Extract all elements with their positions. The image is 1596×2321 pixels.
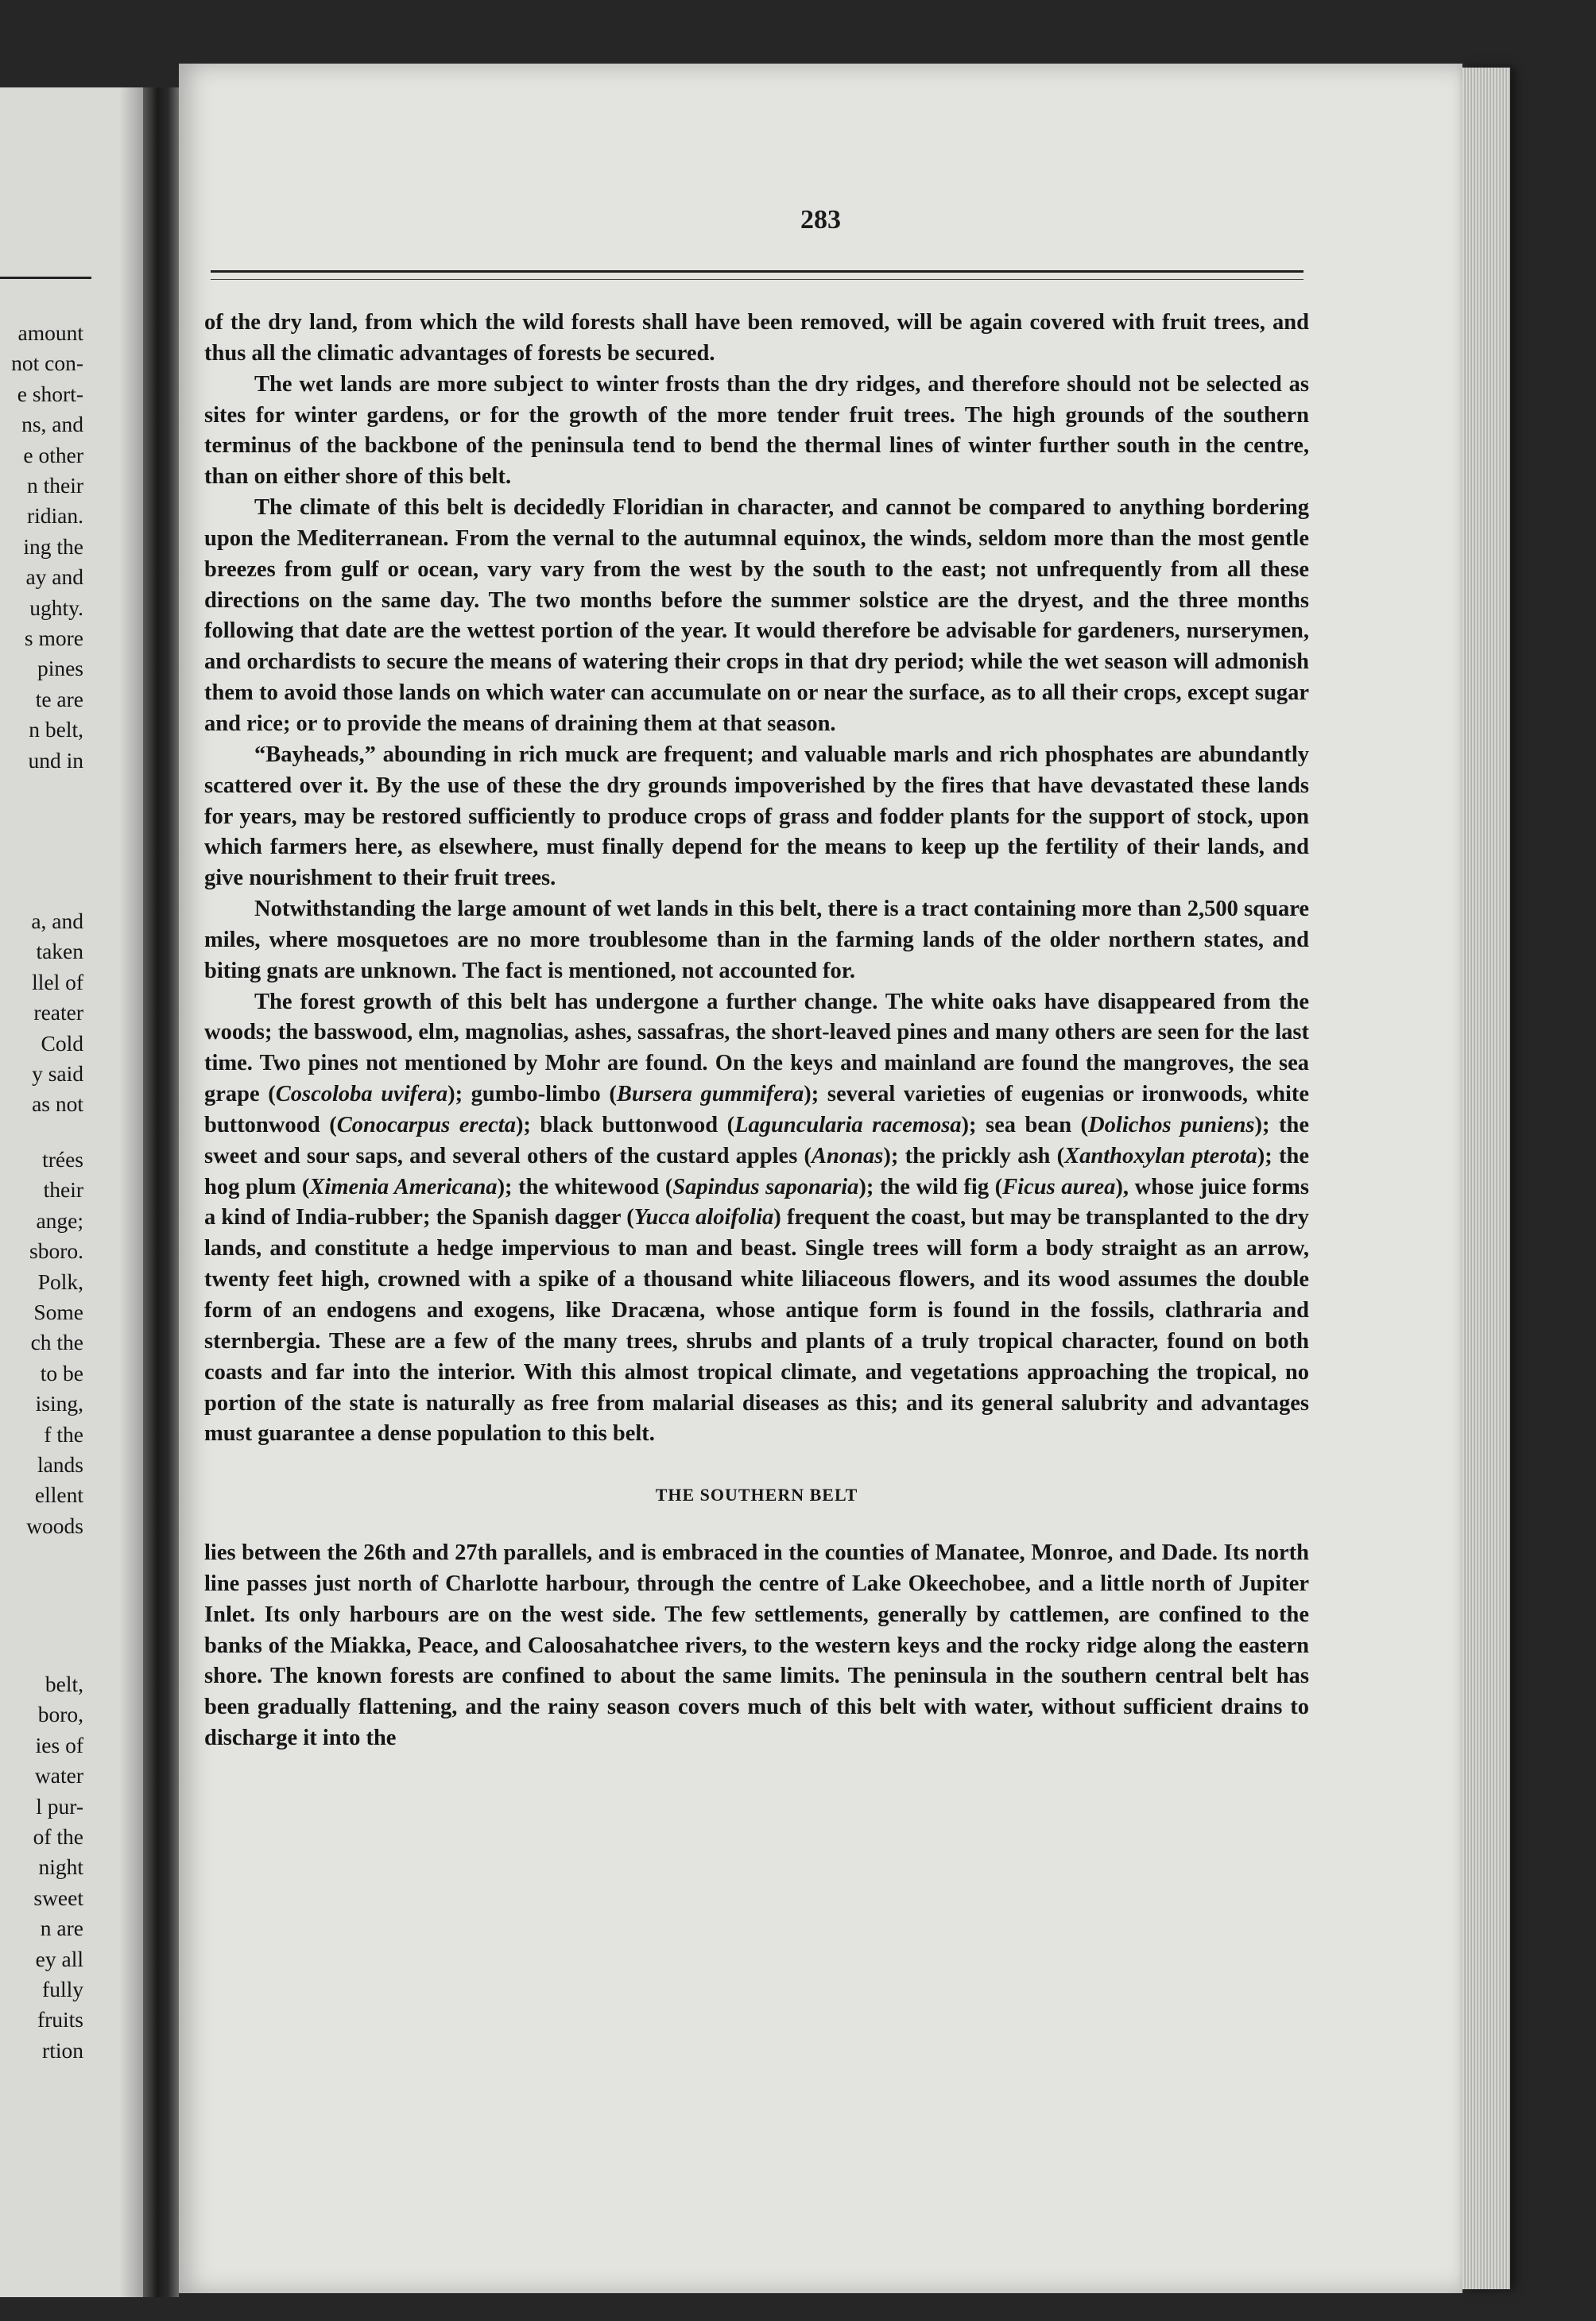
line: l pur- (36, 1793, 83, 1819)
line: llel of (32, 969, 83, 994)
line: ughty. (29, 595, 83, 620)
line: sboro. (29, 1238, 83, 1264)
page-number: 283 (800, 205, 841, 234)
book-gutter (143, 87, 179, 2297)
facing-page-text-block-2 (31, 906, 83, 1120)
species-name: Anonas (812, 1143, 884, 1168)
page-body (204, 308, 1309, 1754)
line: trées (42, 1147, 83, 1172)
line: their (43, 1177, 83, 1203)
line: as not (32, 1091, 83, 1117)
line: fully (42, 1977, 83, 2002)
line: taken (36, 939, 83, 964)
facing-page-text-block-1 (11, 318, 83, 776)
species-name: Dolichos puniens (1088, 1112, 1255, 1137)
text-run: ); the whitewood ( (497, 1174, 673, 1199)
line: Some (33, 1300, 83, 1325)
paragraph: Notwithstanding the large amount of wet lands in this belt, there is a tract containing more than 2,500 square miles, where mosquetoes are no more troublesome than in the farming lands of the older northern states, and biting gnats are unknown. The fact is mentioned, not accounted for. (204, 897, 1309, 983)
line: reater (33, 1000, 83, 1025)
line: Polk, (37, 1269, 83, 1294)
species-name: Ximenia Americana (309, 1174, 498, 1199)
line: fruits (37, 2007, 83, 2032)
text-run: ); several varieties of eugenias or ironwoods, white buttonwood ( (204, 1082, 1310, 1137)
line: ellent (34, 1482, 83, 1508)
facing-page-text-block-4 (33, 1669, 83, 2066)
section-heading: THE SOUTHERN BELT (655, 1485, 858, 1505)
line: e short- (17, 381, 83, 406)
line: to be (40, 1360, 83, 1385)
paragraph: lies between the 26th and 27th parallels, and is embraced in the counties of Manatee, Monroe, and Dade. Its north line passes just north of Charlotte harbour, through the centre of Lake Okeechobee, and a little north of Jupiter Inlet. Its only harbours are on the west side. The few settlements, generally by cattlemen, are confined to the banks of the Miakka, Peace, and Caloosahatchee rivers, to the western keys and the rocky ridge along the eastern shore. The known forests are confined to about the same limits. The peninsula in the southern central belt has been gradually flattening, and the rainy season covers much of this belt with water, without sufficient drains to discharge it into the (204, 1540, 1309, 1751)
line: boro, (37, 1702, 83, 1727)
text-run: ); sea bean ( (961, 1112, 1089, 1137)
gutter-shadow (119, 87, 143, 2297)
line: of the (33, 1824, 83, 1850)
text-run: ); the hog plum ( (204, 1143, 1310, 1199)
paragraph: The climate of this belt is decidedly Floridian in character, and cannot be compared to anything bordering upon the Mediterranean. From the vernal to the autumnal equinox, the winds, seldom more than the most gentle breezes from gulf or ocean, vary vary from the west by the south to the east; not unfrequently from all these directions on the same day. The two months before the summer solstice are the dryest, and the three months following that date are the wettest portion of the year. It would therefore be advisable for gardeners, nurserymen, and orchardists to secure the means of watering their crops in that dry period; while the wet season will admonish them to avoid those lands on which water can accumulate on or near the surface, as to all their crops, except sugar and rice; or to provide the means of draining them at that season. (204, 495, 1309, 736)
line: te are (35, 686, 83, 711)
header-rule (211, 270, 1304, 280)
species-name: Xanthoxylan pterota (1064, 1143, 1257, 1168)
paragraph: of the dry land, from which the wild forests shall have been removed, will be again covered with fruit trees, and thus all the climatic advantages of forests be secured. (204, 310, 1309, 366)
line: n are (40, 1916, 83, 1941)
line: ridian. (26, 503, 83, 529)
line: pines (37, 656, 83, 681)
line: Cold (41, 1030, 83, 1056)
species-name: Ficus aurea (1002, 1174, 1116, 1199)
line: und in (28, 747, 83, 773)
line: a, and (31, 909, 83, 933)
line: f the (44, 1421, 83, 1447)
paragraph: The wet lands are more subject to winter frosts than the dry ridges, and therefore should not be selected as sites for winter gardens, or for the growth of the more tender fruit trees. The high grounds of the southern terminus of the backbone of the peninsula tend to bend the thermal lines of winter further south in the centre, than on either shore of this belt. (204, 371, 1309, 490)
line: ns, and (21, 412, 83, 437)
text-run: ); the wild fig ( (858, 1174, 1003, 1199)
line: n their (26, 473, 83, 498)
species-name: Yucca aloifolia (633, 1205, 774, 1230)
book-page (179, 64, 1462, 2293)
page-edge-stack (1462, 68, 1510, 2289)
paragraph: “Bayheads,” abounding in rich muck are frequent; and valuable marls and rich phosphates are abundantly scattered over it. By the use of these the dry grounds impoverished by the fires that have devastated these lands for years, may be restored sufficiently to produce crops of grass and fodder plants for the support of stock, upon which farmers here, as elsewhere, must finally depend for the means to keep up the fertility of their lands, and give nourishment to their fruit trees. (204, 742, 1309, 891)
text-run: ); gumbo-limbo ( (447, 1082, 617, 1107)
species-name: Laguncularia racemosa (734, 1112, 962, 1137)
line: e other (23, 442, 83, 467)
line: ing the (23, 533, 83, 559)
line: woods (26, 1513, 83, 1538)
line: ch the (30, 1330, 83, 1355)
facing-page-text-block-3 (26, 1145, 83, 1541)
text-run: ), whose juice forms a kind of India-rubber; the Spanish dagger ( (204, 1174, 1310, 1230)
text-run: ); black buttonwood ( (515, 1112, 735, 1137)
line: sweet (33, 1885, 83, 1910)
line: lands (37, 1452, 83, 1478)
species-name: Conocarpus erecta (336, 1112, 516, 1137)
text-run: ) frequent the coast, but may be transplanted to the dry lands, and constitute a hedge impervious to man and beast. Single trees will form a body straight as an arrow, twenty feet high, crowned with a spike of a thousand white liliaceous flowers, and its wood assumes the double form of an endogens and exogens, like Dracæna, whose antique form is found in the fossils, clathraria and sternbergia. These are a few of the many trees, shrubs and plants of a truly tropical character, found on both coasts and far into the interior. With this almost tropical climate, and vegetations approaching the tropical, no portion of the state is naturally as free from malarial diseases as this; and its general salubrity and advantages must guarantee a dense population to this belt. (204, 1205, 1309, 1447)
line: amount (17, 320, 83, 345)
text-run: The forest growth of this belt has undergone a further change. The white oaks have disappeared from the woods; the basswood, elm, magnolias, ashes, sassafras, the short-leaved pines and many others are seen for the last time. Two pines not mentioned by Mohr are found. On the keys and mainland are found the mangroves, the sea grape ( (204, 989, 1309, 1107)
species-name: Bursera gummifera (616, 1082, 804, 1107)
line: rtion (42, 2037, 83, 2063)
line: ey all (35, 1946, 83, 1971)
line: n belt, (29, 717, 83, 742)
line: ay and (25, 564, 83, 590)
line: ies of (35, 1732, 83, 1757)
facing-page-fragment (0, 87, 143, 2297)
species-name: Sapindus saponaria (672, 1174, 859, 1199)
line: night (38, 1854, 83, 1880)
line: y said (32, 1061, 83, 1087)
facing-page-header-rule (0, 277, 91, 279)
text-run: ); the prickly ash ( (883, 1143, 1065, 1168)
text-run: ); the sweet and sour saps, and several others of the custard apples ( (204, 1112, 1309, 1168)
line: s more (24, 626, 83, 651)
line: ange; (36, 1207, 83, 1233)
line: water (34, 1763, 83, 1788)
paragraph-forest-growth (204, 987, 1309, 1451)
line: belt, (45, 1672, 83, 1696)
species-name: Coscoloba uvifera (275, 1082, 448, 1107)
line: ising, (35, 1391, 83, 1416)
line: not con- (11, 351, 83, 376)
